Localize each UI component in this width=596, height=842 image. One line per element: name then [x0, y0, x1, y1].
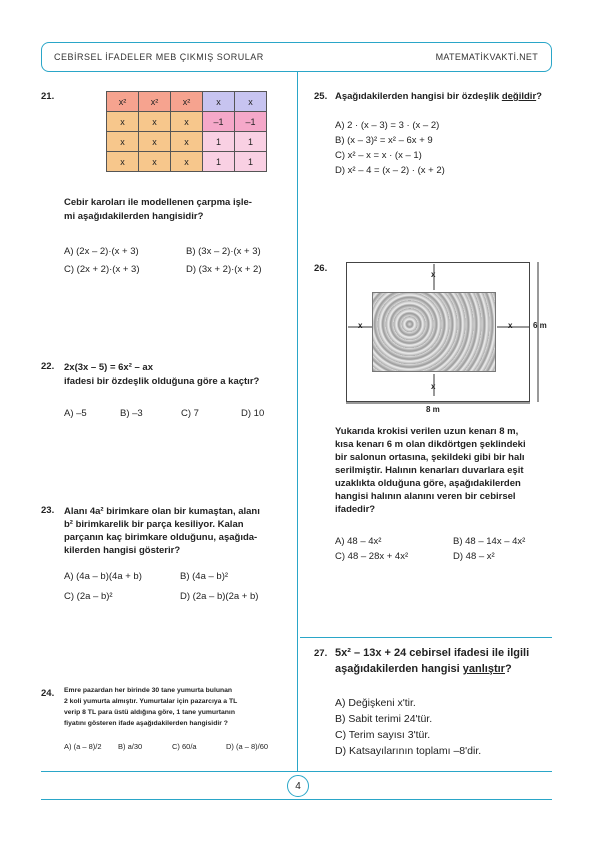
q23-option-d[interactable]: D) (2a – b)(2a + b) — [180, 591, 259, 602]
q26-stem-4: serilmiştir. Halının kenarları duvarlara eşit — [335, 465, 524, 476]
divider-right — [300, 637, 552, 638]
q24-option-a[interactable]: A) (a – 8)/2 — [64, 742, 102, 751]
q21-stem-2: mi aşağıdakilerden hangisidir? — [64, 211, 204, 222]
q26-option-c[interactable]: C) 48 – 28x + 4x² — [335, 551, 409, 562]
q23-stem-1: Alanı 4a² birimkare olan bir kumaştan, alanı — [64, 506, 260, 517]
q21-number: 21. — [41, 91, 55, 102]
q26-stem-1: Yukarıda krokisi verilen uzun kenarı 8 m, — [335, 426, 519, 437]
q26-stem-2: kısa kenarı 6 m olan dikdörtgen şeklindeki — [335, 439, 526, 450]
tile: –1 — [235, 112, 267, 132]
q21-option-a[interactable]: A) (2x – 2)·(x + 3) — [64, 246, 139, 257]
q27-number: 27. — [314, 648, 328, 659]
q27-stem-1: 5x² – 13x + 24 cebirsel ifadesi ile ilgili — [335, 647, 530, 659]
label-x-top: x — [431, 270, 436, 279]
tile: –1 — [203, 112, 235, 132]
q25-stem-underlined: değildir — [501, 91, 537, 102]
q25-stem-text: Aşağıdakilerden hangisi bir özdeşlik — [335, 91, 500, 102]
q25-option-a[interactable]: A) 2 · (x – 3) = 3 · (x – 2) — [335, 120, 440, 131]
tile: x — [139, 112, 171, 132]
q25-stem-end: ? — [536, 91, 542, 102]
algebra-tiles — [106, 91, 267, 172]
label-x-left: x — [358, 321, 363, 330]
room-dimension-marks — [340, 258, 555, 418]
q24-number: 24. — [41, 688, 55, 699]
q22-number: 22. — [41, 361, 55, 372]
q23-option-b[interactable]: B) (4a – b)² — [180, 571, 229, 582]
q23-option-a[interactable]: A) (4a – b)(4a + b) — [64, 571, 142, 582]
tile: 1 — [203, 152, 235, 172]
q22-option-c[interactable]: C) 7 — [181, 408, 199, 419]
q25-option-d[interactable]: D) x² – 4 = (x – 2) · (x + 2) — [335, 165, 445, 176]
q27-option-d[interactable]: D) Katsayılarının toplamı –8'dir. — [335, 745, 482, 757]
q26-option-a[interactable]: A) 48 – 4x² — [335, 536, 382, 547]
tile: x — [171, 152, 203, 172]
q26-number: 26. — [314, 263, 328, 274]
q26-stem-6: hangisi halının alanını veren bir cebirsel — [335, 491, 516, 502]
q24-stem-2: 2 koli yumurta almıştır. Yumurtalar için pazarcıya a TL — [64, 698, 238, 705]
q26-stem-3: bir salonun ortasına, şekildeki gibi bir halı — [335, 452, 525, 463]
label-x-bottom: x — [431, 382, 436, 391]
q26-stem-7: ifadedir? — [335, 504, 376, 515]
tile: x — [203, 92, 235, 112]
tile: 1 — [235, 152, 267, 172]
q25-stem — [335, 90, 542, 103]
page-number: 4 — [287, 775, 309, 797]
tile: x² — [139, 92, 171, 112]
q23-stem-2: b² birimkarelik bir parça kesiliyor. Kalan — [64, 519, 244, 530]
label-6m: 6 m — [533, 321, 547, 330]
footer-line-2 — [41, 799, 552, 800]
q22-stem-1: 2x(3x – 5) = 6x² – ax — [64, 362, 153, 373]
q26-stem-5: uzaklıkta olduğuna göre, aşağıdakilerden — [335, 478, 521, 489]
q24-stem-4: fiyatını gösteren ifade aşağıdakilerden hangisidir ? — [64, 720, 228, 727]
q26-option-d[interactable]: D) 48 – x² — [453, 551, 495, 562]
q25-number: 25. — [314, 91, 328, 102]
q21-option-b[interactable]: B) (3x – 2)·(x + 3) — [186, 246, 261, 257]
q21-option-c[interactable]: C) (2x + 2)·(x + 3) — [64, 264, 140, 275]
q27-option-c[interactable]: C) Terim sayısı 3'tür. — [335, 729, 431, 741]
q27-option-b[interactable]: B) Sabit terimi 24'tür. — [335, 713, 433, 725]
q25-option-b[interactable]: B) (x – 3)² = x² – 6x + 9 — [335, 135, 433, 146]
label-x-right: x — [508, 321, 513, 330]
q22-option-d[interactable]: D) 10 — [241, 408, 265, 419]
tile: x — [107, 112, 139, 132]
q22-option-b[interactable]: B) –3 — [120, 408, 143, 419]
tile: x — [107, 132, 139, 152]
q27-stem-underlined: yanlıştır — [462, 663, 505, 675]
q23-stem-3: parçanın kaç birimkare olduğunu, aşağıda- — [64, 532, 258, 543]
tile: x — [139, 152, 171, 172]
tile: x — [235, 92, 267, 112]
q24-option-b[interactable]: B) a/30 — [118, 742, 143, 751]
tile: x — [171, 132, 203, 152]
q27-option-a[interactable]: A) Değişkeni x'tir. — [335, 697, 416, 709]
header-title: CEBİRSEL İFADELER MEB ÇIKMIŞ SORULAR — [54, 52, 264, 62]
column-divider — [297, 72, 298, 772]
tile: x — [107, 152, 139, 172]
header-site: MATEMATİKVAKTİ.NET — [435, 52, 538, 62]
q27-stem-text: aşağıdakilerden hangisi — [335, 663, 460, 675]
q24-option-c[interactable]: C) 60/a — [172, 742, 197, 751]
tile: x² — [171, 92, 203, 112]
q27-stem-2 — [335, 662, 512, 677]
tile: x² — [107, 92, 139, 112]
q23-option-c[interactable]: C) (2a – b)² — [64, 591, 113, 602]
q24-option-d[interactable]: D) (a – 8)/60 — [226, 742, 269, 751]
q27-stem-end: ? — [504, 663, 512, 675]
q22-option-a[interactable]: A) –5 — [64, 408, 87, 419]
label-8m: 8 m — [426, 405, 440, 414]
q21-stem-1: Cebir karoları ile modellenen çarpma işle- — [64, 197, 252, 208]
q22-stem-2: ifadesi bir özdeşlik olduğuna göre a kaçtır? — [64, 376, 260, 387]
q25-option-c[interactable]: C) x² – x = x · (x – 1) — [335, 150, 422, 161]
q24-stem-3: verip 8 TL para üstü aldığına göre, 1 tane yumurtanın — [64, 709, 235, 716]
tile: 1 — [235, 132, 267, 152]
tile: x — [171, 112, 203, 132]
tile: x — [139, 132, 171, 152]
q23-number: 23. — [41, 505, 55, 516]
tile: 1 — [203, 132, 235, 152]
q21-option-d[interactable]: D) (3x + 2)·(x + 2) — [186, 264, 262, 275]
q24-stem-1: Emre pazardan her birinde 30 tane yumurta bulunan — [64, 687, 233, 694]
footer-line — [41, 771, 552, 772]
q23-stem-4: kilerden hangisi gösterir? — [64, 545, 181, 556]
q26-option-b[interactable]: B) 48 – 14x – 4x² — [453, 536, 526, 547]
